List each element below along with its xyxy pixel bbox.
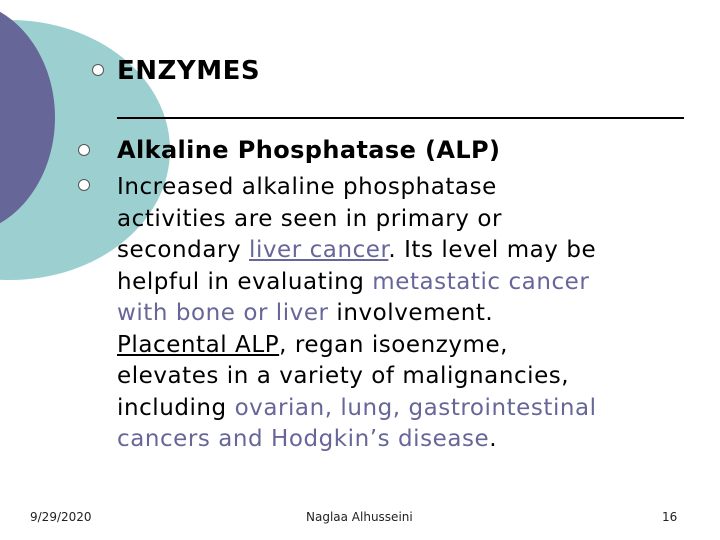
- footer-author: Naglaa Alhusseini: [306, 510, 413, 524]
- slide-subtitle: Alkaline Phosphatase (ALP): [117, 136, 501, 164]
- title-divider: [117, 117, 684, 119]
- body-segment: , regan isoenzyme, elevates in a variety of malignancies, including: [117, 331, 570, 421]
- footer-date: 9/29/2020: [30, 510, 92, 524]
- body-segment: metastatic cancer with bone or liver: [117, 268, 590, 326]
- body-segment: . Its level may be helpful in evaluating: [117, 237, 597, 295]
- body-segment: ovarian, lung, gastrointestinal cancers and Hodgkin’s disease: [117, 394, 597, 452]
- body-segment: involvement.: [336, 300, 494, 326]
- slide-title: ENZYMES: [117, 56, 261, 86]
- bullet-icon: [78, 144, 90, 156]
- bullet-icon: [78, 179, 90, 191]
- body-paragraph: [117, 172, 707, 456]
- bullet-icon: [92, 64, 104, 76]
- body-segment: Placental ALP: [117, 331, 280, 358]
- body-segment: Increased alkaline phosphatase activities are seen in primary or secondary: [117, 174, 502, 263]
- footer-page-number: 16: [662, 510, 678, 524]
- body-segment: .: [489, 426, 498, 452]
- body-segment: liver cancer: [249, 237, 389, 263]
